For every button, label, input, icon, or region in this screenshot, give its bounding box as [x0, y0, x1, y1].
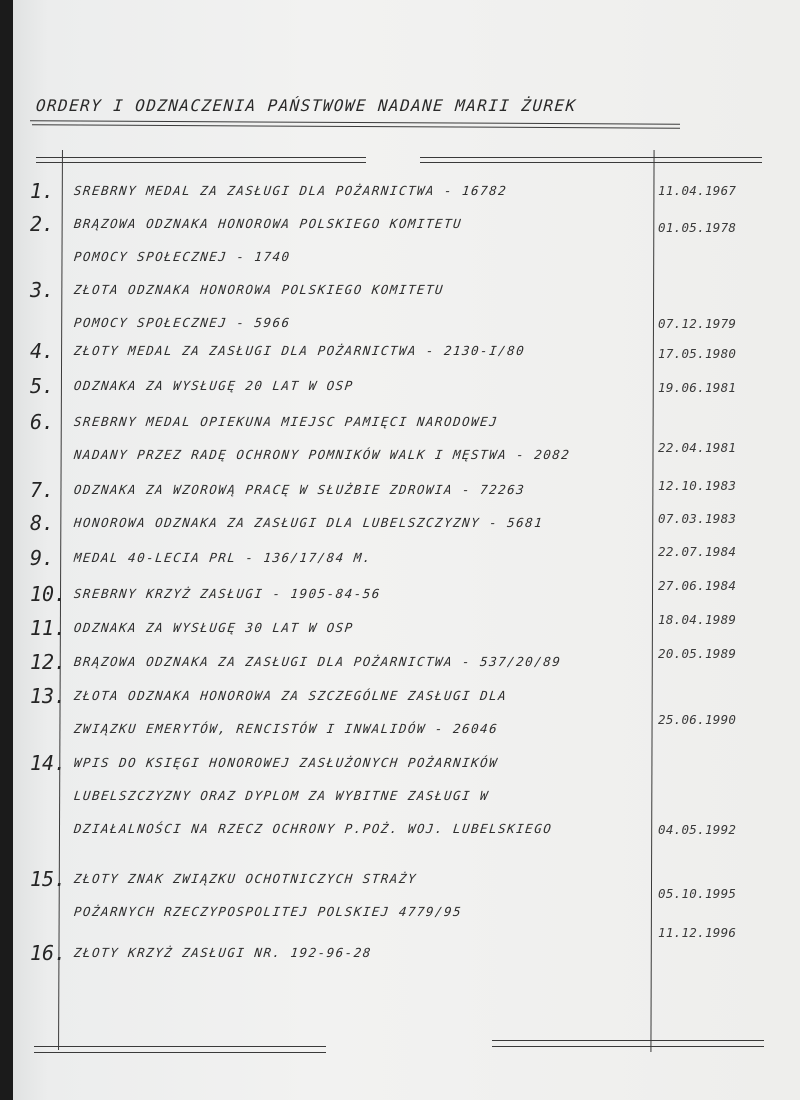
row-number: 5.	[30, 374, 55, 398]
award-text-line: POMOCY SPOŁECZNEJ - 5966	[73, 315, 292, 330]
row-number: 14.	[30, 751, 67, 775]
header-line-right	[420, 157, 762, 158]
award-date: 27.06.1984	[658, 578, 737, 593]
award-text-line: POŻARNYCH RZECZYPOSPOLITEJ POLSKIEJ 4779/95	[73, 904, 463, 919]
award-text-line: POMOCY SPOŁECZNEJ - 1740	[73, 249, 292, 264]
footer-line-left-2	[34, 1052, 326, 1053]
row-number: 15.	[30, 867, 67, 891]
award-text-line: ZŁOTY KRZYŻ ZASŁUGI NR. 192-96-28	[73, 945, 373, 960]
award-text-line: LUBELSZCZYZNY ORAZ DYPLOM ZA WYBITNE ZASŁUGI W	[73, 788, 490, 803]
row-number: 8.	[30, 511, 55, 535]
header-line-left	[36, 157, 366, 158]
footer-line-left	[34, 1046, 326, 1047]
award-date: 07.03.1983	[658, 511, 737, 526]
header-line-right-2	[420, 162, 762, 163]
award-date: 25.06.1990	[658, 712, 737, 727]
award-text-line: WPIS DO KSIĘGI HONOROWEJ ZASŁUŻONYCH POŻARNIKÓW	[73, 755, 500, 770]
award-date: 07.12.1979	[658, 316, 737, 331]
award-text-line: ODZNAKA ZA WYSŁUGĘ 30 LAT W OSP	[73, 620, 355, 635]
footer-line-right	[492, 1040, 764, 1041]
award-date: 12.10.1983	[658, 478, 737, 493]
row-number: 10.	[30, 582, 67, 606]
award-date: 20.05.1989	[658, 646, 737, 661]
award-text-line: SREBRNY MEDAL ZA ZASŁUGI DLA POŻARNICTWA - 16782	[73, 183, 509, 198]
row-number: 16.	[30, 941, 67, 965]
award-text-line: SREBRNY KRZYŻ ZASŁUGI - 1905-84-56	[73, 586, 382, 601]
row-number: 6.	[30, 410, 55, 434]
award-text-line: BRĄZOWA ODZNAKA HONOROWA POLSKIEGO KOMITETU	[73, 216, 463, 231]
row-number: 7.	[30, 478, 55, 502]
award-text-line: BRĄZOWA ODZNAKA ZA ZASŁUGI DLA POŻARNICTWA - 537/20/89	[73, 654, 563, 669]
award-date: 17.05.1980	[658, 346, 737, 361]
row-number: 13.	[30, 684, 67, 708]
award-text-line: ODZNAKA ZA WZOROWĄ PRACĘ W SŁUŻBIE ZDROWIA - 72263	[73, 482, 527, 497]
award-date: 22.04.1981	[658, 440, 737, 455]
header-line-left-2	[36, 162, 366, 163]
award-text-line: ZŁOTA ODZNAKA HONOROWA ZA SZCZEGÓLNE ZASŁUGI DLA	[73, 688, 509, 703]
award-text-line: ZWIĄZKU EMERYTÓW, RENCISTÓW I INWALIDÓW - 26046	[73, 721, 500, 736]
footer-line-right-2	[492, 1046, 764, 1047]
award-text-line: MEDAL 40-LECIA PRL - 136/17/84 M.	[73, 550, 373, 565]
award-date: 01.05.1978	[658, 220, 737, 235]
row-number: 4.	[30, 339, 55, 363]
award-text-line: DZIAŁALNOŚCI NA RZECZ OCHRONY P.POŻ. WOJ. LUBELSKIEGO	[73, 821, 554, 836]
award-text-line: ZŁOTY MEDAL ZA ZASŁUGI DLA POŻARNICTWA - 2130-I/80	[73, 343, 527, 358]
award-text-line: SREBRNY MEDAL OPIEKUNA MIEJSC PAMIĘCI NARODOWEJ	[73, 414, 500, 429]
award-date: 18.04.1989	[658, 612, 737, 627]
column-separator-right	[650, 150, 654, 1052]
award-text-line: NADANY PRZEZ RADĘ OCHRONY POMNIKÓW WALK I MĘSTWA - 2082	[73, 447, 572, 462]
row-number: 11.	[30, 616, 67, 640]
award-date: 19.06.1981	[658, 380, 737, 395]
award-text-line: ZŁOTA ODZNAKA HONOROWA POLSKIEGO KOMITETU	[73, 282, 445, 297]
award-date: 11.12.1996	[658, 925, 737, 940]
award-text-line: ODZNAKA ZA WYSŁUGĘ 20 LAT W OSP	[73, 378, 355, 393]
row-number: 2.	[30, 212, 55, 236]
row-number: 9.	[30, 546, 55, 570]
award-text-line: ZŁOTY ZNAK ZWIĄZKU OCHOTNICZYCH STRAŻY	[73, 871, 418, 886]
row-number: 3.	[30, 278, 55, 302]
title-underline-2	[32, 124, 680, 128]
award-text-line: HONOROWA ODZNAKA ZA ZASŁUGI DLA LUBELSZCZYZNY - 5681	[73, 515, 545, 530]
award-date: 04.05.1992	[658, 822, 737, 837]
row-number: 12.	[30, 650, 67, 674]
binding-strip	[0, 0, 13, 1100]
award-date: 05.10.1995	[658, 886, 737, 901]
award-date: 11.04.1967	[658, 183, 737, 198]
document-title: ORDERY I ODZNACZENIA PAŃSTWOWE NADANE MARII ŻUREK	[35, 96, 578, 115]
row-number: 1.	[30, 179, 55, 203]
award-date: 22.07.1984	[658, 544, 737, 559]
